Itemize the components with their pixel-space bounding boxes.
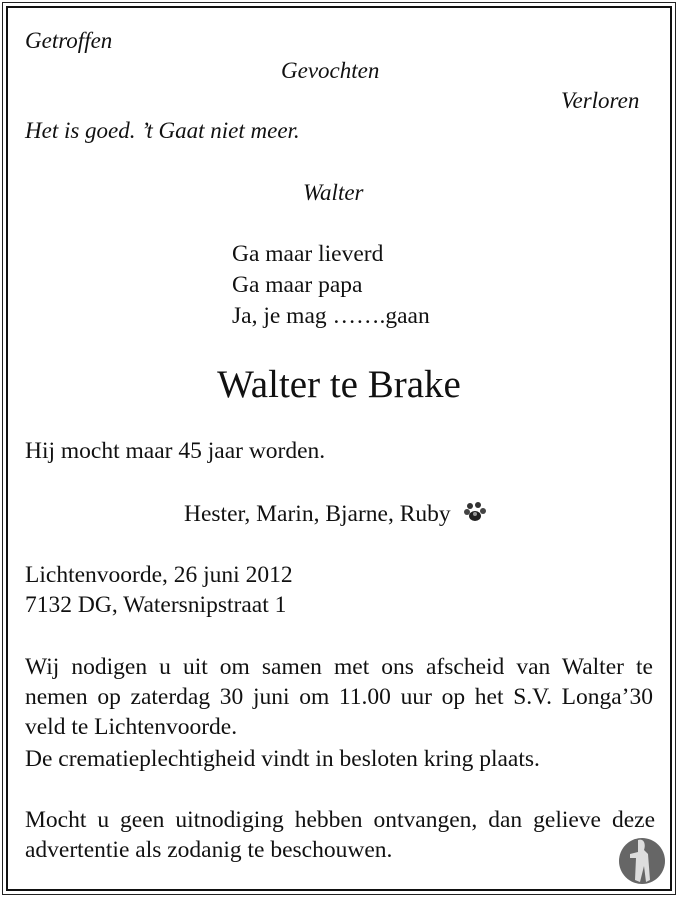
invitation-paragraph: Wij nodigen u uit om samen met ons afscheid van Walter te nemen op zaterdag 30 juni om 11.00 uur op het S.V. Longa’30 veld te Lichtenvoorde. (25, 654, 653, 740)
age-line: Hij mocht maar 45 jaar worden. (25, 438, 326, 464)
poem-line-1: Getroffen (25, 28, 113, 53)
poem-line-3: Verloren (561, 88, 640, 113)
farewell-line-1: Ga maar lieverd (232, 241, 384, 267)
family-names: Hester, Marin, Bjarne, Ruby (184, 501, 451, 527)
poem-line-4: Het is goed. ’t Gaat niet meer. (25, 118, 300, 143)
deceased-name: Walter te Brake (217, 363, 461, 406)
poem-signature: Walter (303, 180, 364, 205)
address-line-2: 7132 DG, Watersnipstraat 1 (25, 592, 287, 618)
memorial-logo-icon (618, 836, 666, 891)
address-line-1: Lichtenvoorde, 26 juni 2012 (25, 562, 293, 588)
farewell-line-3: Ja, je mag …….gaan (232, 303, 430, 329)
cremation-paragraph: De crematieplechtigheid vindt in besloten kring plaats. (25, 746, 540, 772)
notice-paragraph: Mocht u geen uitnodiging hebben ontvangen, dan gelieve deze advertentie als zodanig te beschouwen. (25, 807, 655, 863)
family-line (184, 500, 487, 531)
poem-line-2: Gevochten (281, 58, 380, 83)
farewell-line-2: Ga maar papa (232, 272, 363, 298)
paw-icon (463, 500, 487, 531)
